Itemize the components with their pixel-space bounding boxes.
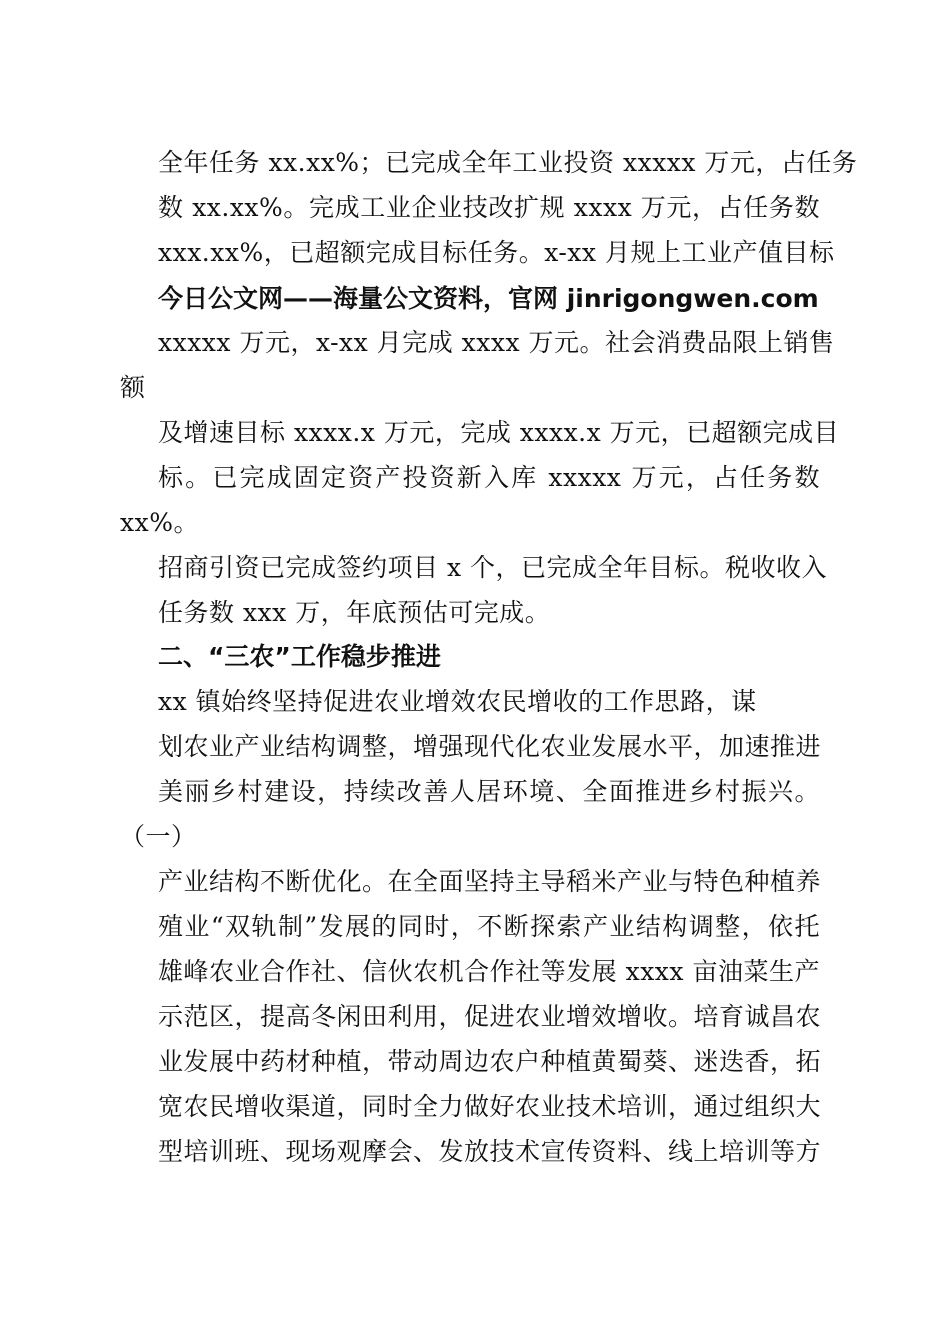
subsection-marker: （一）	[120, 822, 197, 851]
paragraph-line: 型培训班、现场观摩会、发放技术宣传资料、线上培训等方	[158, 1137, 822, 1166]
paragraph-line: 额	[120, 373, 146, 402]
paragraph-line: 美丽乡村建设，持续改善人居环境、全面推进乡村振兴。	[158, 777, 820, 806]
paragraph-line: xxx.xx%，已超额完成目标任务。x-xx 月规上工业产值目标	[158, 238, 835, 267]
paragraph-line: 任务数 xxx 万，年底预估可完成。	[158, 598, 551, 627]
paragraph-line: 殖业“双轨制”发展的同时，不断探索产业结构调整，依托	[158, 912, 820, 941]
paragraph-line: 示范区，提高冬闲田利用，促进农业增效增收。培育诚昌农	[158, 1002, 822, 1031]
paragraph-line: xx%。	[120, 508, 199, 537]
paragraph-line: 划农业产业结构调整，增强现代化农业发展水平，加速推进	[158, 732, 822, 761]
paragraph-line: 宽农民增收渠道，同时全力做好农业技术培训，通过组织大	[158, 1092, 822, 1121]
paragraph-line: xxxxx 万元，x-xx 月完成 xxxx 万元。社会消费品限上销售	[158, 328, 835, 357]
paragraph-line: 招商引资已完成签约项目 x 个，已完成全年目标。税收收入	[158, 553, 827, 582]
section-heading: 二、“三农”工作稳步推进	[158, 642, 441, 671]
watermark-text: 今日公文网——海量公文资料，官网 jinrigongwen.com	[158, 284, 819, 313]
paragraph-line: 及增速目标 xxxx.x 万元，完成 xxxx.x 万元，已超额完成目	[158, 418, 840, 447]
paragraph-line: 全年任务 xx.xx%；已完成全年工业投资 xxxxx 万元，占任务	[158, 148, 858, 177]
paragraph-line: 雄峰农业合作社、信伙农机合作社等发展 xxxx 亩油菜生产	[158, 957, 820, 986]
paragraph-line: 产业结构不断优化。在全面坚持主导稻米产业与特色种植养	[158, 867, 822, 896]
paragraph-line: 标。已完成固定资产投资新入库 xxxxx 万元，占任务数	[158, 463, 820, 492]
paragraph-line: xx 镇始终坚持促进农业增效农民增收的工作思路，谋	[158, 687, 757, 716]
paragraph-line: 数 xx.xx%。完成工业企业技改扩规 xxxx 万元，占任务数	[158, 193, 820, 222]
paragraph-line: 业发展中药材种植，带动周边农户种植黄蜀葵、迷迭香，拓	[158, 1047, 822, 1076]
